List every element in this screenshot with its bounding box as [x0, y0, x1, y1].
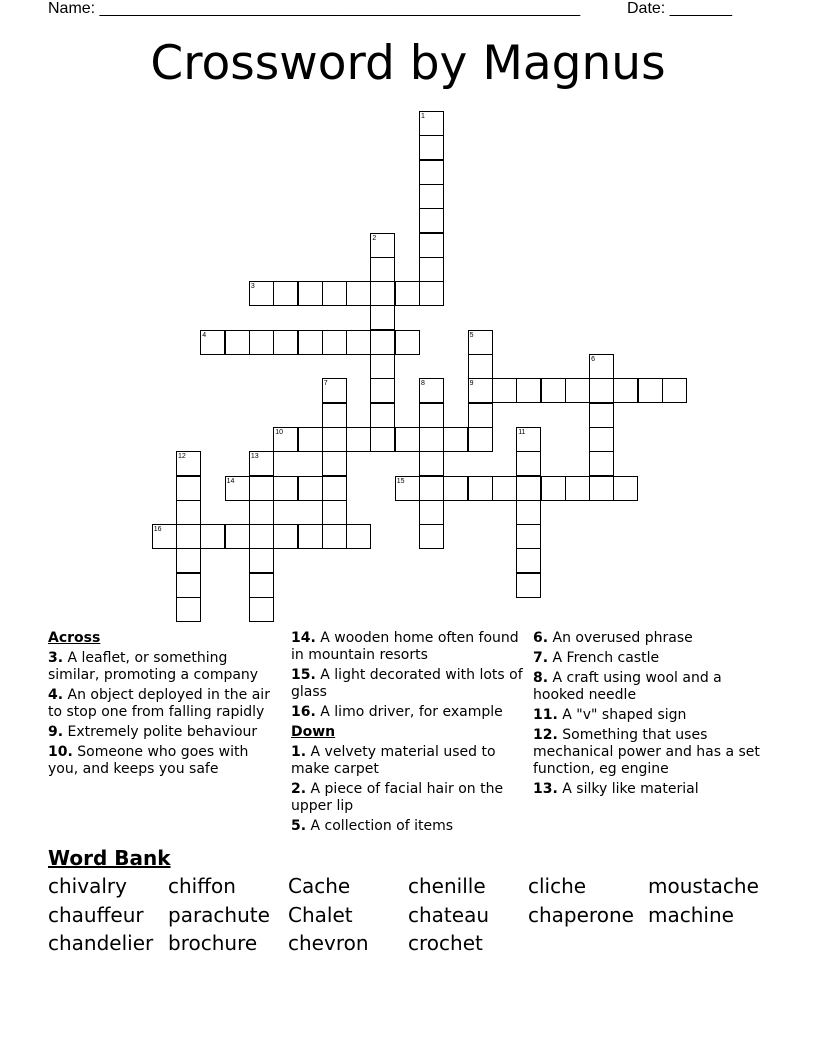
grid-cell[interactable] [468, 427, 493, 452]
grid-cell[interactable] [516, 524, 541, 549]
word-bank-item: crochet [408, 931, 483, 955]
grid-cell[interactable] [370, 330, 395, 355]
clue-item: 3. A leaflet, or something similar, promoting a company [48, 650, 259, 683]
clue-item: 11. A "v" shaped sign [533, 707, 687, 723]
grid-cell[interactable] [516, 378, 541, 403]
clue-number: 2 [372, 234, 377, 242]
grid-cell[interactable] [249, 524, 274, 549]
grid-cell[interactable] [419, 135, 444, 160]
grid-cell[interactable] [395, 427, 420, 452]
clue-item: 6. An overused phrase [533, 630, 693, 646]
clue-number: 9 [469, 380, 474, 388]
grid-cell[interactable] [613, 378, 638, 403]
clue-number: 6 [591, 356, 595, 363]
word-bank-item: chauffeur [48, 902, 144, 927]
grid-cell[interactable] [370, 281, 395, 306]
clue-column-1 [48, 630, 278, 781]
grid-cell[interactable] [346, 281, 371, 306]
word-bank-title: Word Bank [48, 846, 171, 870]
grid-cell[interactable] [589, 378, 614, 403]
clue-item: 8. A craft using wool and a hooked needle [533, 670, 722, 703]
word-bank-item: chenille [408, 874, 486, 898]
grid-cell[interactable] [249, 573, 274, 598]
clue-number: 12 [178, 453, 186, 461]
grid-cell[interactable] [443, 427, 468, 452]
grid-cell[interactable] [322, 451, 347, 476]
grid-cell[interactable] [249, 476, 274, 501]
grid-cell[interactable] [395, 330, 420, 355]
grid-cell[interactable] [298, 281, 323, 306]
date-field-label: Date: _______ [627, 0, 732, 17]
clue-item: 2. A piece of facial hair on the upper lip [291, 781, 504, 814]
grid-cell[interactable] [176, 476, 201, 501]
grid-cell[interactable] [419, 451, 444, 476]
grid-cell[interactable] [492, 378, 517, 403]
grid-cell[interactable] [370, 257, 395, 282]
grid-cell[interactable] [419, 208, 444, 233]
grid-cell[interactable] [346, 427, 371, 452]
grid-cell[interactable] [468, 354, 493, 379]
clue-number: 8 [421, 380, 425, 388]
clue-item: 5. A collection of items [291, 818, 454, 834]
clue-item: 14. A wooden home often found in mountain resorts [291, 630, 519, 663]
grid-cell[interactable] [225, 330, 250, 355]
grid-cell[interactable] [273, 476, 298, 501]
grid-cell[interactable] [419, 476, 444, 501]
grid-cell[interactable] [541, 476, 566, 501]
clue-item: 10. Someone who goes with you, and keeps you safe [48, 744, 249, 777]
word-bank-item: moustache [648, 874, 759, 898]
grid-cell[interactable] [370, 427, 395, 452]
grid-cell[interactable] [225, 524, 250, 549]
grid-cell[interactable] [419, 500, 444, 525]
grid-cell[interactable] [516, 548, 541, 573]
clue-item: 12. Something that uses mechanical power and has a set function, eg engine [533, 727, 760, 777]
clue-item: 9. Extremely polite behaviour [48, 724, 258, 740]
grid-cell[interactable] [419, 281, 444, 306]
grid-cell[interactable] [565, 476, 590, 501]
clue-number: 5 [469, 331, 474, 339]
grid-cell[interactable] [346, 524, 371, 549]
grid-cell[interactable] [468, 476, 493, 501]
clue-number: 11 [518, 428, 526, 436]
grid-cell[interactable] [322, 524, 347, 549]
grid-cell[interactable] [176, 548, 201, 573]
grid-cell[interactable] [589, 451, 614, 476]
grid-cell[interactable] [565, 378, 590, 403]
grid-cell[interactable] [249, 597, 274, 622]
grid-cell[interactable] [638, 378, 663, 403]
grid-cell[interactable] [322, 281, 347, 306]
grid-cell[interactable] [322, 403, 347, 428]
grid-cell[interactable] [298, 427, 323, 452]
grid-cell[interactable] [419, 233, 444, 258]
grid-cell[interactable] [419, 184, 444, 209]
grid-cell[interactable] [613, 476, 638, 501]
name-field-label: Name: ______________________________________________________ [48, 0, 581, 17]
page-title: Crossword by Magnus [150, 36, 666, 91]
word-bank-item: brochure [168, 931, 258, 955]
word-bank-item: chiffon [168, 874, 236, 898]
grid-cell[interactable] [176, 500, 201, 525]
grid-cell[interactable] [176, 573, 201, 598]
word-bank-item: parachute [168, 902, 270, 927]
grid-cell[interactable] [273, 330, 298, 355]
grid-cell[interactable] [370, 378, 395, 403]
word-bank-item: chaperone [528, 902, 634, 927]
word-bank-item: Chalet [288, 902, 353, 927]
grid-cell[interactable] [346, 330, 371, 355]
clue-item: 1. A velvety material used to make carpet [291, 744, 496, 777]
clue-number: 14 [226, 477, 235, 485]
word-bank-item: Cache [288, 874, 351, 898]
grid-cell[interactable] [589, 403, 614, 428]
grid-cell[interactable] [370, 403, 395, 428]
clue-item: 16. A limo driver, for example [291, 704, 503, 720]
grid-cell[interactable] [370, 354, 395, 379]
grid-cell[interactable] [589, 427, 614, 452]
clue-item: 15. A light decorated with lots of glass [291, 667, 523, 700]
grid-cell[interactable] [249, 548, 274, 573]
clue-number: 7 [323, 380, 328, 388]
grid-cell[interactable] [322, 500, 347, 525]
grid-cell[interactable] [419, 524, 444, 549]
word-bank-item: chevron [288, 931, 369, 955]
grid-cell[interactable] [419, 257, 444, 282]
grid-cell[interactable] [589, 476, 614, 501]
clue-column-2 [291, 630, 523, 838]
grid-cell[interactable] [395, 281, 420, 306]
grid-cell[interactable] [322, 330, 347, 355]
grid-cell[interactable] [298, 330, 323, 355]
clue-number: 15 [396, 477, 405, 485]
clue-item: 4. An object deployed in the air to stop one from falling rapidly [48, 687, 270, 720]
clue-column-3 [533, 630, 765, 801]
grid-cell[interactable] [516, 476, 541, 501]
grid-cell[interactable] [419, 160, 444, 185]
grid-cell[interactable] [419, 427, 444, 452]
grid-cell[interactable] [492, 476, 517, 501]
clue-number: 13 [250, 453, 259, 461]
grid-cell[interactable] [516, 451, 541, 476]
grid-cell[interactable] [249, 500, 274, 525]
grid-cell[interactable] [322, 476, 347, 501]
grid-cell[interactable] [200, 524, 225, 549]
clue-number: 3 [250, 283, 255, 291]
grid-cell[interactable] [541, 378, 566, 403]
across-heading: Across [48, 630, 101, 646]
clue-number: 10 [275, 428, 283, 436]
grid-cell[interactable] [370, 305, 395, 330]
grid-cell[interactable] [176, 597, 201, 622]
word-bank-item: machine [648, 902, 734, 927]
grid-cell[interactable] [443, 476, 468, 501]
grid-cell[interactable] [298, 476, 323, 501]
grid-cell[interactable] [249, 330, 274, 355]
grid-cell[interactable] [419, 403, 444, 428]
grid-cell[interactable] [516, 500, 541, 525]
clue-item: 13. A silky like material [533, 781, 699, 797]
word-bank-item: chivalry [48, 874, 127, 898]
grid-cell[interactable] [273, 524, 298, 549]
grid-cell[interactable] [468, 403, 493, 428]
grid-cell[interactable] [516, 573, 541, 598]
grid-cell[interactable] [273, 281, 298, 306]
grid-cell[interactable] [662, 378, 687, 403]
clue-item: 7. A French castle [533, 650, 660, 666]
word-bank-item: chandelier [48, 931, 154, 955]
clue-number: 16 [153, 526, 162, 534]
grid-cell[interactable] [298, 524, 323, 549]
down-heading: Down [291, 724, 336, 740]
grid-cell[interactable] [176, 524, 201, 549]
clue-number: 1 [421, 113, 425, 120]
word-bank-item: chateau [408, 902, 490, 927]
word-bank-item: cliche [528, 874, 587, 898]
clue-number: 4 [202, 331, 207, 339]
grid-cell[interactable] [322, 427, 347, 452]
